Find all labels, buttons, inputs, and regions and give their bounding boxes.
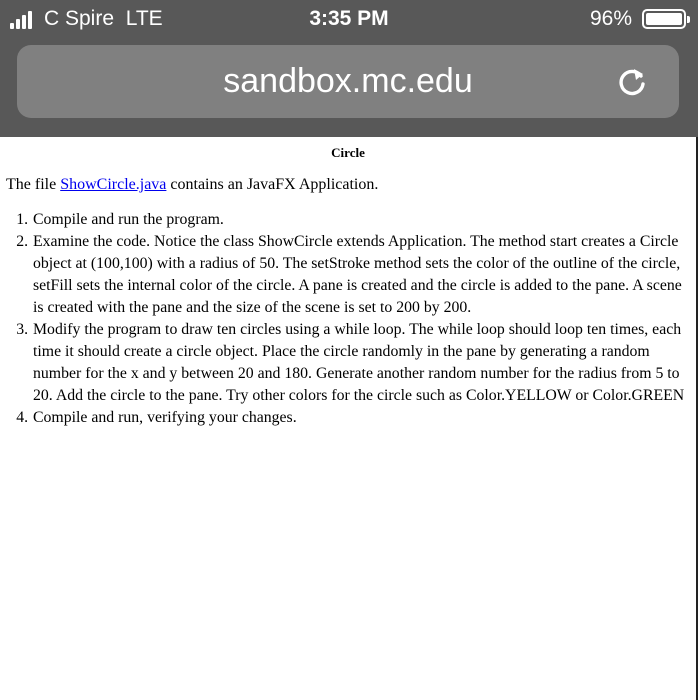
address-bar[interactable] [17,45,679,118]
list-item: 3. Modify the program to draw ten circles using a while loop. The while loop should loop ten times, each time it should create a circle object. Place the circle randomly in the pane by generating a random number for the x and y between 20 and 180. Generate another random number for the radius from 5 to 20. Add the circle to the pane. Try other colors for the circle such as Color.YELLOW or Color.GREEN [32,319,690,407]
status-bar [0,0,698,40]
battery-percentage: 96% [589,7,632,30]
task-list [0,209,690,429]
url-text[interactable]: sandbox.mc.edu [223,62,473,100]
list-item: 2. Examine the code. Notice the class ShowCircle extends Application. The method start creates a Circle object at (100,100) with a radius of 50. The setStroke method sets the color of the outline of the circle, setFill sets the internal color of the circle. A pane is created and the circle is added to the pane. A scene is created with the pane and the size of the scene is set to 200 by 200. [32,231,690,319]
battery-icon [642,9,686,29]
intro-paragraph [6,176,378,194]
clock: 3:35 PM [309,7,389,30]
intro-prefix: The file [6,176,61,193]
page-content [0,137,698,700]
network-type: LTE [125,7,163,30]
list-item: 4. Compile and run, verifying your changes. [32,407,690,429]
reload-icon[interactable] [615,65,649,99]
document-title: Circle [331,145,365,160]
showcircle-link[interactable]: ShowCircle.java [60,176,167,193]
intro-suffix: contains an JavaFX Application. [166,176,379,193]
browser-chrome [0,0,698,137]
carrier-name: C Spire [44,7,115,30]
list-item: 1. Compile and run the program. [32,209,690,231]
